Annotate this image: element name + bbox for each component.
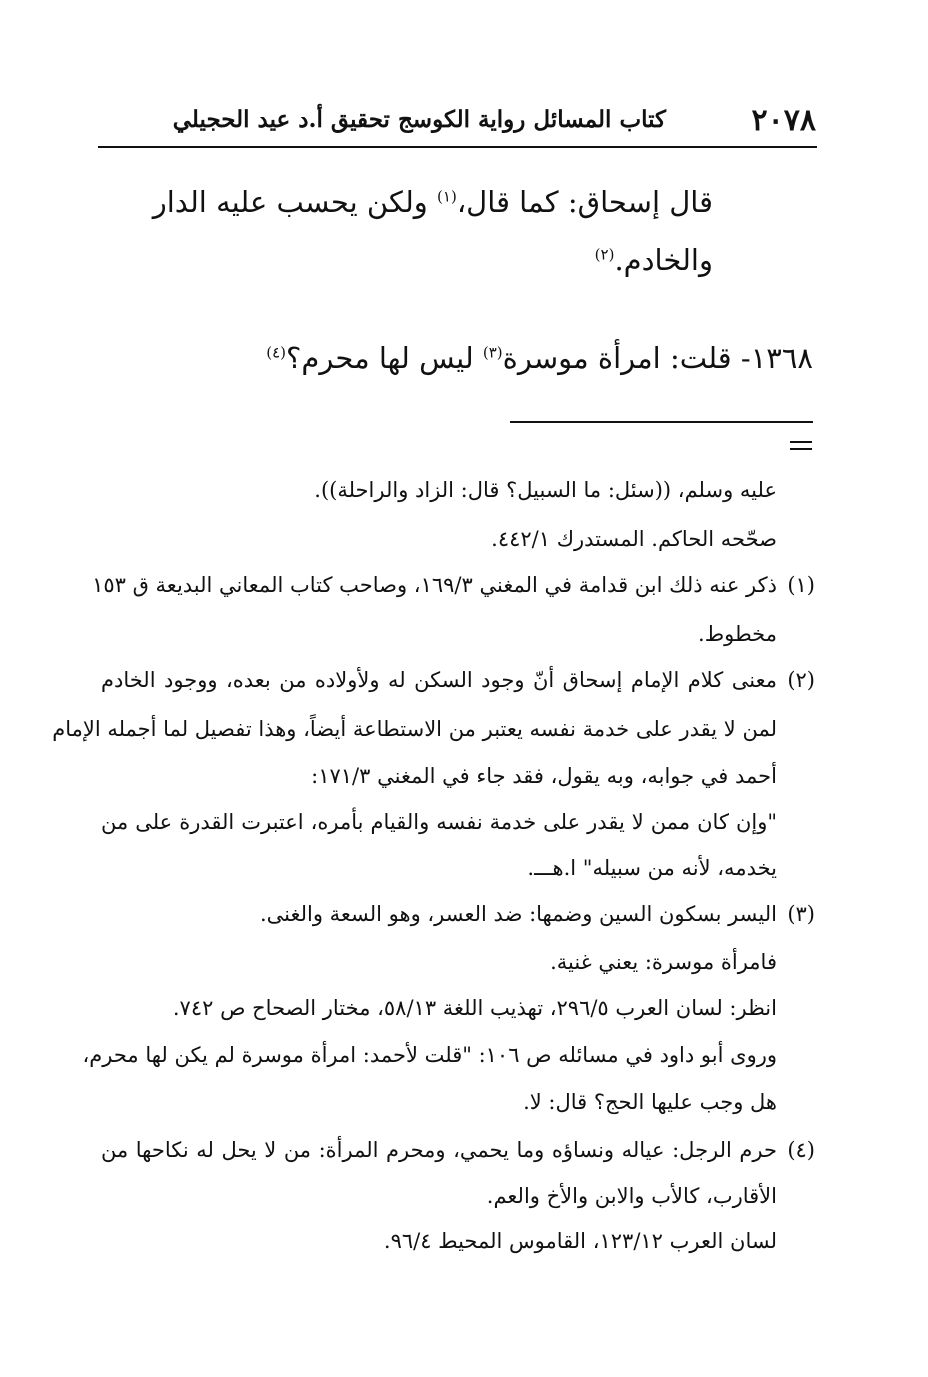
question-text-a: قلت: امرأة موسرة bbox=[502, 341, 732, 375]
page-number: ٢٠٧٨ bbox=[751, 103, 816, 138]
footnote-1-line-1: ذكر عنه ذلك ابن قدامة في المغني ١٦٩/٣، وصاحب كتاب المعاني البديعة ق ١٥٣ bbox=[92, 573, 777, 597]
word: عليه bbox=[216, 185, 268, 219]
footnote-continuation-line-2: صحّحه الحاكم. المستدرك ٤٤٢/١. bbox=[491, 527, 777, 551]
footnote-2-line-3: أحمد في جوابه، وبه يقول، فقد جاء في المغني ١٧١/٣: bbox=[311, 764, 777, 788]
main-text-line-1 bbox=[152, 185, 713, 219]
footnote-3-line-3: انظر: لسان العرب ٢٩٦/٥، تهذيب اللغة ٥٨/١٣، مختار الصحاح ص ٧٤٢. bbox=[172, 996, 777, 1020]
footnote-2-line-4: "وإن كان ممن لا يقدر على خدمة نفسه والقيام بأمره، اعتبرت القدرة على من bbox=[101, 810, 777, 834]
footnote-4-line-1: حرم الرجل: عياله ونساؤه وما يحمي، ومحرم المرأة: من لا يحل له نكاحها من bbox=[101, 1138, 777, 1162]
question-text-b: ليس لها محرم؟ bbox=[286, 341, 483, 375]
footnote-separator bbox=[510, 421, 813, 423]
header-rule bbox=[98, 146, 817, 148]
footnote-3-line-5: هل وجب عليها الحج؟ قال: لا. bbox=[523, 1090, 777, 1114]
word: يحسب bbox=[276, 185, 358, 219]
footnote-4-line-3: لسان العرب ١٢٣/١٢، القاموس المحيط ٩٦/٤. bbox=[383, 1229, 777, 1253]
footnote-2-line-5: يخدمه، لأنه من سبيله" ا.هـــ. bbox=[527, 856, 777, 880]
footnote-3-line-1: اليسر بسكون السين وضمها: ضد العسر، وهو السعة والغنى. bbox=[259, 902, 777, 926]
footnote-3-number: (٣) bbox=[787, 902, 815, 926]
footnote-1-number: (١) bbox=[787, 573, 815, 597]
question-1368 bbox=[266, 341, 813, 375]
footnote-4-line-2: الأقارب، كالأب والابن والأخ والعم. bbox=[486, 1184, 777, 1208]
footnote-ref-1: (١) bbox=[437, 187, 457, 206]
footnote-ref-2: (٢) bbox=[594, 245, 615, 264]
footnote-3-line-2: فامرأة موسرة: يعني غنية. bbox=[550, 950, 777, 974]
footnote-2-line-2: لمن لا يقدر على خدمة نفسه يعتبر من الاستطاعة أيضاً، وهذا تفصيل لما أجمله الإمام bbox=[52, 717, 777, 741]
word: إسحاق: bbox=[567, 185, 660, 219]
word: الدار bbox=[152, 185, 207, 219]
word: كما bbox=[519, 185, 559, 219]
running-header-title: كتاب المسائل رواية الكوسج تحقيق أ.د عيد الحجيلي bbox=[172, 106, 666, 133]
footnote-1-line-2: مخطوط. bbox=[698, 622, 777, 646]
footnote-3-line-4: وروى أبو داود في مسائله ص ١٠٦: "قلت لأحمد: امرأة موسرة لم يكن لها محرم، bbox=[82, 1043, 777, 1067]
word: قال،$^{(١)}$ bbox=[437, 185, 510, 219]
question-number: ١٣٦٨- bbox=[740, 341, 813, 375]
footnote-4-number: (٤) bbox=[787, 1138, 815, 1162]
footnote-2-number: (٢) bbox=[787, 668, 815, 692]
word: قال bbox=[669, 185, 713, 219]
footnote-ref-4: (٤) bbox=[266, 343, 287, 362]
main-text-line-2: والخادم.$^{(٢)}$ bbox=[594, 243, 713, 277]
footnote-ref-3: (٣) bbox=[482, 343, 503, 362]
footnote-2-line-1: معنى كلام الإمام إسحاق أنّ وجود السكن له ولأولاده من بعده، ووجود الخادم bbox=[101, 668, 777, 692]
continuation-mark bbox=[790, 441, 812, 453]
word: ولكن bbox=[366, 185, 428, 219]
footnote-continuation-line-1: عليه وسلم، ((سئل: ما السبيل؟ قال: الزاد والراحلة)). bbox=[314, 478, 777, 502]
